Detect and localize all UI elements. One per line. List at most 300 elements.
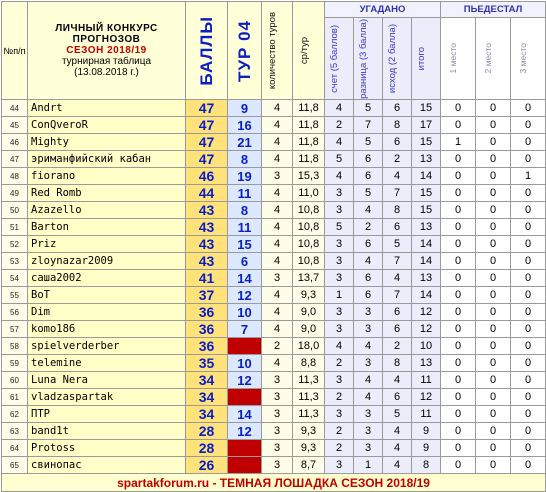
guessed-score-cell: 5 (325, 151, 354, 168)
title-line2: ПРОГНОЗОВ (72, 34, 141, 45)
player-nick: Red Romb (28, 185, 186, 202)
place1-cell: 0 (441, 253, 476, 270)
guessed-diff-cell: 3 (354, 440, 383, 457)
guessed-outcome-cell: 2 (383, 338, 412, 355)
guessed-score-cell: 3 (325, 253, 354, 270)
tours-count-cell: 4 (262, 304, 293, 321)
guessed-diff-cell: 5 (354, 134, 383, 151)
guessed-score-cell: 4 (325, 134, 354, 151)
tours-count-cell: 4 (262, 134, 293, 151)
place2-cell: 0 (476, 185, 511, 202)
tours-count-cell: 3 (262, 270, 293, 287)
tours-count-cell: 3 (262, 440, 293, 457)
table-row (2, 151, 546, 168)
place1-cell: 0 (441, 117, 476, 134)
points-cell: 28 (186, 423, 228, 440)
table-row (2, 457, 546, 474)
guessed-score-cell: 3 (325, 236, 354, 253)
tours-count-cell: 4 (262, 100, 293, 117)
tour-points-cell: 14 (228, 270, 262, 287)
place1-cell: 0 (441, 185, 476, 202)
points-cell: 47 (186, 117, 228, 134)
player-nick: ConQveroR (28, 117, 186, 134)
player-nick: свинопас (28, 457, 186, 474)
guessed-diff-cell: 3 (354, 406, 383, 423)
avg-cell: 11,8 (293, 117, 325, 134)
place1-cell: 1 (441, 134, 476, 151)
table-row (2, 372, 546, 389)
tours-count-cell: 4 (262, 202, 293, 219)
guessed-score-cell: 3 (325, 406, 354, 423)
table-row (2, 236, 546, 253)
table-row (2, 253, 546, 270)
place3-cell: 0 (511, 457, 546, 474)
tours-count-cell: 4 (262, 287, 293, 304)
place3-cell: 0 (511, 270, 546, 287)
table-row (2, 185, 546, 202)
points-cell: 36 (186, 321, 228, 338)
points-cell: 28 (186, 440, 228, 457)
table-row (2, 304, 546, 321)
guessed-outcome-cell: 8 (383, 355, 412, 372)
guessed-outcome-cell: 4 (383, 270, 412, 287)
tour-points-cell: 21 (228, 134, 262, 151)
footer-banner: spartakforum.ru - ТЕМНАЯ ЛОШАДКА СЕЗОН 2018/19 (2, 474, 546, 492)
row-number: 59 (2, 355, 28, 372)
guessed-diff-cell: 6 (354, 287, 383, 304)
player-nick: Mighty (28, 134, 186, 151)
guessed-total-cell: 11 (412, 372, 441, 389)
points-cell: 44 (186, 185, 228, 202)
place2-cell: 0 (476, 389, 511, 406)
place1-cell: 0 (441, 304, 476, 321)
guessed-outcome-cell: 2 (383, 151, 412, 168)
tour-points-cell (228, 338, 262, 355)
guessed-diff-cell: 4 (354, 389, 383, 406)
place3-cell: 0 (511, 134, 546, 151)
guessed-outcome-cell: 7 (383, 287, 412, 304)
row-number: 55 (2, 287, 28, 304)
guessed-diff-cell: 3 (354, 304, 383, 321)
avg-cell: 9,3 (293, 440, 325, 457)
row-number: 65 (2, 457, 28, 474)
row-number: 44 (2, 100, 28, 117)
guessed-score-cell: 4 (325, 338, 354, 355)
guessed-total-cell: 12 (412, 321, 441, 338)
table-row (2, 287, 546, 304)
tour-points-cell: 11 (228, 185, 262, 202)
guessed-score-cell: 2 (325, 440, 354, 457)
avg-cell: 13,7 (293, 270, 325, 287)
points-cell: 43 (186, 219, 228, 236)
tours-count-cell: 4 (262, 219, 293, 236)
avg-cell: 9,3 (293, 423, 325, 440)
player-nick: саша2002 (28, 270, 186, 287)
table-row (2, 168, 546, 185)
guessed-total-cell: 13 (412, 270, 441, 287)
place2-cell: 0 (476, 253, 511, 270)
guessed-outcome-cell: 7 (383, 253, 412, 270)
player-nick: Andrt (28, 100, 186, 117)
guessed-diff-cell: 4 (354, 372, 383, 389)
guessed-diff-cell: 6 (354, 270, 383, 287)
row-number: 58 (2, 338, 28, 355)
avg-cell: 11,3 (293, 406, 325, 423)
place2-cell: 0 (476, 236, 511, 253)
guessed-diff-cell: 4 (354, 253, 383, 270)
header-total: итого (412, 18, 441, 100)
table-row (2, 355, 546, 372)
tour-points-cell: 10 (228, 355, 262, 372)
header-place2: 2 место (476, 18, 511, 100)
place3-cell: 0 (511, 253, 546, 270)
guessed-total-cell: 15 (412, 185, 441, 202)
avg-cell: 8,7 (293, 457, 325, 474)
guessed-score-cell: 3 (325, 270, 354, 287)
avg-cell: 10,8 (293, 236, 325, 253)
avg-cell: 9,3 (293, 287, 325, 304)
guessed-outcome-cell: 6 (383, 219, 412, 236)
place2-cell: 0 (476, 168, 511, 185)
title-block (28, 2, 186, 100)
guessed-diff-cell: 5 (354, 185, 383, 202)
guessed-total-cell: 14 (412, 253, 441, 270)
row-number: 54 (2, 270, 28, 287)
place2-cell: 0 (476, 338, 511, 355)
tour-points-cell: 12 (228, 287, 262, 304)
avg-cell: 11,8 (293, 134, 325, 151)
guessed-total-cell: 14 (412, 168, 441, 185)
tours-count-cell: 3 (262, 372, 293, 389)
tours-count-cell: 4 (262, 185, 293, 202)
place1-cell: 0 (441, 389, 476, 406)
place1-cell: 0 (441, 355, 476, 372)
avg-cell: 10,8 (293, 202, 325, 219)
tour-points-cell (228, 457, 262, 474)
tour-points-cell: 15 (228, 236, 262, 253)
season-label: СЕЗОН 2018/19 (66, 45, 147, 56)
guessed-score-cell: 1 (325, 287, 354, 304)
row-number: 60 (2, 372, 28, 389)
table-row (2, 270, 546, 287)
guessed-total-cell: 10 (412, 338, 441, 355)
place1-cell: 0 (441, 372, 476, 389)
table-row (2, 117, 546, 134)
guessed-outcome-cell: 4 (383, 372, 412, 389)
tour-points-cell: 10 (228, 304, 262, 321)
place2-cell: 0 (476, 440, 511, 457)
player-nick: ПТР (28, 406, 186, 423)
header-avg: ср/тур (293, 2, 325, 100)
player-nick: BoT (28, 287, 186, 304)
avg-cell: 10,8 (293, 219, 325, 236)
guessed-total-cell: 13 (412, 219, 441, 236)
guessed-diff-cell: 1 (354, 457, 383, 474)
place1-cell: 0 (441, 100, 476, 117)
player-nick: Barton (28, 219, 186, 236)
guessed-score-cell: 3 (325, 372, 354, 389)
row-number: 51 (2, 219, 28, 236)
place2-cell: 0 (476, 372, 511, 389)
points-cell: 47 (186, 134, 228, 151)
points-cell: 36 (186, 338, 228, 355)
date-label: (13.08.2018 г.) (74, 67, 139, 78)
guessed-total-cell: 11 (412, 406, 441, 423)
points-cell: 43 (186, 253, 228, 270)
place3-cell: 0 (511, 236, 546, 253)
player-nick: band1t (28, 423, 186, 440)
guessed-outcome-cell: 6 (383, 321, 412, 338)
player-nick: Luna Nera (28, 372, 186, 389)
player-nick: telemine (28, 355, 186, 372)
header-place3: 3 место (511, 18, 546, 100)
guessed-outcome-cell: 7 (383, 185, 412, 202)
place3-cell: 0 (511, 372, 546, 389)
place2-cell: 0 (476, 270, 511, 287)
tours-count-cell: 2 (262, 338, 293, 355)
header-score: счет (5 баллов) (325, 18, 354, 100)
guessed-outcome-cell: 4 (383, 440, 412, 457)
place1-cell: 0 (441, 338, 476, 355)
place2-cell: 0 (476, 457, 511, 474)
tours-count-cell: 4 (262, 321, 293, 338)
place2-cell: 0 (476, 304, 511, 321)
guessed-outcome-cell: 5 (383, 406, 412, 423)
guessed-total-cell: 15 (412, 202, 441, 219)
points-cell: 47 (186, 151, 228, 168)
guessed-diff-cell: 6 (354, 151, 383, 168)
header-num: №п/п (2, 2, 28, 100)
points-cell: 43 (186, 236, 228, 253)
guessed-total-cell: 9 (412, 423, 441, 440)
player-nick: spielverderber (28, 338, 186, 355)
player-nick: Protoss (28, 440, 186, 457)
subtitle: турнирная таблица (61, 56, 152, 67)
row-number: 56 (2, 304, 28, 321)
place3-cell: 0 (511, 338, 546, 355)
points-cell: 34 (186, 372, 228, 389)
table-row (2, 100, 546, 117)
row-number: 46 (2, 134, 28, 151)
guessed-outcome-cell: 6 (383, 134, 412, 151)
tour-points-cell: 9 (228, 100, 262, 117)
guessed-score-cell: 5 (325, 219, 354, 236)
points-cell: 46 (186, 168, 228, 185)
place3-cell: 0 (511, 151, 546, 168)
avg-cell: 11,8 (293, 100, 325, 117)
place3-cell: 0 (511, 321, 546, 338)
place3-cell: 1 (511, 168, 546, 185)
guessed-diff-cell: 6 (354, 236, 383, 253)
points-cell: 26 (186, 457, 228, 474)
guessed-diff-cell: 3 (354, 355, 383, 372)
place3-cell: 0 (511, 440, 546, 457)
table-row (2, 134, 546, 151)
guessed-diff-cell: 4 (354, 338, 383, 355)
place3-cell: 0 (511, 185, 546, 202)
row-number: 62 (2, 406, 28, 423)
tour-points-cell: 11 (228, 219, 262, 236)
place1-cell: 0 (441, 202, 476, 219)
guessed-score-cell: 3 (325, 457, 354, 474)
place2-cell: 0 (476, 100, 511, 117)
guessed-diff-cell: 6 (354, 168, 383, 185)
place1-cell: 0 (441, 168, 476, 185)
guessed-outcome-cell: 6 (383, 389, 412, 406)
row-number: 61 (2, 389, 28, 406)
group-guessed: УГАДАНО (325, 2, 441, 18)
place1-cell: 0 (441, 321, 476, 338)
guessed-score-cell: 3 (325, 304, 354, 321)
header-outcome: исход (2 балла) (383, 18, 412, 100)
guessed-total-cell: 15 (412, 134, 441, 151)
points-cell: 47 (186, 100, 228, 117)
place1-cell: 0 (441, 236, 476, 253)
tour-points-cell: 8 (228, 151, 262, 168)
guessed-total-cell: 12 (412, 389, 441, 406)
row-number: 64 (2, 440, 28, 457)
points-cell: 36 (186, 304, 228, 321)
row-number: 63 (2, 423, 28, 440)
place2-cell: 0 (476, 287, 511, 304)
place2-cell: 0 (476, 321, 511, 338)
tours-count-cell: 3 (262, 168, 293, 185)
place3-cell: 0 (511, 389, 546, 406)
guessed-diff-cell: 2 (354, 219, 383, 236)
place3-cell: 0 (511, 219, 546, 236)
table-row (2, 423, 546, 440)
place2-cell: 0 (476, 151, 511, 168)
guessed-total-cell: 12 (412, 304, 441, 321)
guessed-total-cell: 14 (412, 236, 441, 253)
player-nick: komo186 (28, 321, 186, 338)
place1-cell: 0 (441, 423, 476, 440)
row-number: 48 (2, 168, 28, 185)
points-cell: 41 (186, 270, 228, 287)
table-row (2, 321, 546, 338)
avg-cell: 11,0 (293, 185, 325, 202)
row-number: 45 (2, 117, 28, 134)
tours-count-cell: 4 (262, 117, 293, 134)
player-nick: zloynazar2009 (28, 253, 186, 270)
guessed-diff-cell: 7 (354, 117, 383, 134)
tour-points-cell (228, 440, 262, 457)
place3-cell: 0 (511, 304, 546, 321)
tours-count-cell: 4 (262, 236, 293, 253)
guessed-diff-cell: 3 (354, 321, 383, 338)
tour-points-cell: 8 (228, 202, 262, 219)
tours-count-cell: 3 (262, 406, 293, 423)
points-cell: 34 (186, 406, 228, 423)
place3-cell: 0 (511, 100, 546, 117)
guessed-score-cell: 3 (325, 185, 354, 202)
tours-count-cell: 4 (262, 355, 293, 372)
place1-cell: 0 (441, 151, 476, 168)
place1-cell: 0 (441, 287, 476, 304)
table-row (2, 202, 546, 219)
table-row (2, 338, 546, 355)
guessed-score-cell: 2 (325, 423, 354, 440)
tour-points-cell: 7 (228, 321, 262, 338)
place1-cell: 0 (441, 440, 476, 457)
player-nick: Dim (28, 304, 186, 321)
player-nick: Azazello (28, 202, 186, 219)
guessed-total-cell: 15 (412, 100, 441, 117)
place2-cell: 0 (476, 117, 511, 134)
place2-cell: 0 (476, 134, 511, 151)
table-row (2, 406, 546, 423)
place2-cell: 0 (476, 219, 511, 236)
table-row (2, 440, 546, 457)
points-cell: 37 (186, 287, 228, 304)
row-number: 47 (2, 151, 28, 168)
tour-points-cell: 12 (228, 423, 262, 440)
guessed-outcome-cell: 4 (383, 423, 412, 440)
guessed-outcome-cell: 8 (383, 117, 412, 134)
guessed-score-cell: 2 (325, 355, 354, 372)
place2-cell: 0 (476, 423, 511, 440)
guessed-outcome-cell: 4 (383, 457, 412, 474)
player-nick: эриманфийский кабан (28, 151, 186, 168)
place2-cell: 0 (476, 406, 511, 423)
avg-cell: 8,8 (293, 355, 325, 372)
table-row (2, 219, 546, 236)
avg-cell: 10,8 (293, 253, 325, 270)
row-number: 50 (2, 202, 28, 219)
tour-points-cell: 12 (228, 372, 262, 389)
guessed-total-cell: 13 (412, 355, 441, 372)
header-tour: ТУР 04 (228, 2, 262, 100)
tours-count-cell: 4 (262, 151, 293, 168)
avg-cell: 18,0 (293, 338, 325, 355)
place1-cell: 0 (441, 270, 476, 287)
group-podium: ПЬЕДЕСТАЛ (441, 2, 546, 18)
place3-cell: 0 (511, 355, 546, 372)
place1-cell: 0 (441, 457, 476, 474)
place3-cell: 0 (511, 202, 546, 219)
row-number: 52 (2, 236, 28, 253)
avg-cell: 11,3 (293, 372, 325, 389)
tours-count-cell: 4 (262, 253, 293, 270)
tour-points-cell: 6 (228, 253, 262, 270)
place2-cell: 0 (476, 355, 511, 372)
tour-points-cell (228, 389, 262, 406)
place3-cell: 0 (511, 406, 546, 423)
tours-count-cell: 3 (262, 423, 293, 440)
guessed-score-cell: 4 (325, 168, 354, 185)
guessed-score-cell: 3 (325, 321, 354, 338)
guessed-diff-cell: 4 (354, 202, 383, 219)
guessed-outcome-cell: 4 (383, 168, 412, 185)
guessed-outcome-cell: 6 (383, 304, 412, 321)
place2-cell: 0 (476, 202, 511, 219)
row-number: 53 (2, 253, 28, 270)
header-place1: 1 место (441, 18, 476, 100)
guessed-outcome-cell: 6 (383, 100, 412, 117)
guessed-total-cell: 9 (412, 440, 441, 457)
guessed-total-cell: 14 (412, 287, 441, 304)
guessed-total-cell: 13 (412, 151, 441, 168)
guessed-total-cell: 8 (412, 457, 441, 474)
avg-cell: 9,0 (293, 304, 325, 321)
row-number: 49 (2, 185, 28, 202)
player-nick: Priz (28, 236, 186, 253)
place3-cell: 0 (511, 287, 546, 304)
header-diff: разница (3 балла) (354, 18, 383, 100)
avg-cell: 9,0 (293, 321, 325, 338)
points-cell: 34 (186, 389, 228, 406)
tours-count-cell: 3 (262, 457, 293, 474)
